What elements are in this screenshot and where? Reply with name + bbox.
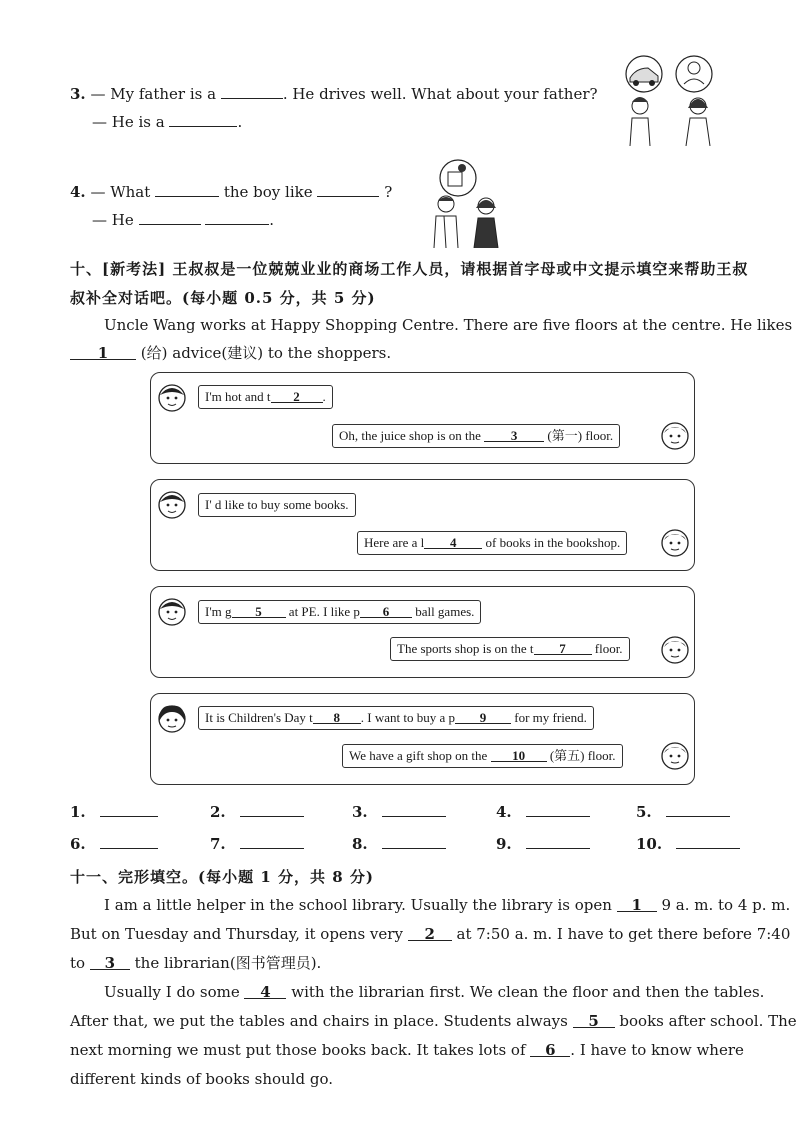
q4-blank-4[interactable]	[205, 208, 269, 225]
q4-illustration	[424, 158, 510, 248]
boy-avatar-icon	[157, 597, 187, 627]
q3-number: 3.	[70, 85, 86, 103]
q4-line1: 4. — What the boy like ?	[70, 180, 392, 202]
answer-5[interactable]: 5.	[636, 802, 730, 821]
dialog-3-blank-7[interactable]: 7	[534, 638, 592, 655]
cloze-p1-line2: But on Tuesday and Thursday, it opens very 2 at 7:50 a. m. I have to get there before 7:40	[70, 925, 791, 943]
boy-avatar-icon	[157, 383, 187, 413]
answer-10[interactable]: 10.	[636, 834, 740, 853]
dialog-3-blank-6[interactable]: 6	[360, 601, 412, 618]
dialog-2-right-bubble: Here are a l 4 of books in the bookshop.	[357, 531, 627, 555]
cloze-blank-3[interactable]: 3	[90, 953, 130, 970]
dialog-1-blank-3[interactable]: 3	[484, 425, 544, 442]
answer-6[interactable]: 6.	[70, 834, 158, 853]
dialog-2-left-bubble: I' d like to buy some books.	[198, 493, 356, 517]
dialog-3-blank-5[interactable]: 5	[232, 601, 286, 618]
cloze-p1-line3: to 3 the librarian(图书管理员).	[70, 954, 322, 972]
answer-9[interactable]: 9.	[496, 834, 590, 853]
uncle-wang-avatar-icon	[660, 421, 690, 451]
cloze-blank-2[interactable]: 2	[408, 924, 452, 941]
cloze-p2-line4: different kinds of books should go.	[70, 1070, 333, 1088]
q3-blank-2[interactable]	[169, 110, 237, 127]
section10-intro-line2: 1 (给) advice(建议) to the shoppers.	[70, 343, 391, 363]
q3-line1: 3. — My father is a . He drives well. What about your father?	[70, 82, 598, 104]
answer-2[interactable]: 2.	[210, 802, 304, 821]
section10-intro-blank[interactable]: 1	[70, 343, 136, 360]
answer-8[interactable]: 8.	[352, 834, 446, 853]
answer-3[interactable]: 3.	[352, 802, 446, 821]
cloze-p1-line1: I am a little helper in the school library. Usually the library is open 1 9 a. m. to 4 p. m.	[104, 896, 791, 914]
dialog-4-blank-10[interactable]: 10	[491, 745, 547, 762]
q4-blank-3[interactable]	[139, 208, 201, 225]
dialog-1-right-bubble: Oh, the juice shop is on the 3 (第一) floor.	[332, 424, 620, 448]
section10-title-line2: 叔补全对话吧。(每小题 0.5 分，共 5 分)	[70, 289, 376, 307]
q4-number: 4.	[70, 183, 86, 201]
dialog-3-right-bubble: The sports shop is on the t 7 floor.	[390, 637, 630, 661]
dialog-4-right-bubble: We have a gift shop on the 10 (第五) floor.	[342, 744, 623, 768]
cloze-blank-1[interactable]: 1	[617, 895, 657, 912]
q3-line2: — He is a .	[92, 110, 242, 132]
dialog-2-blank-4[interactable]: 4	[424, 532, 482, 549]
uncle-wang-avatar-icon	[660, 741, 690, 771]
cloze-p2-line1: Usually I do some 4 with the librarian first. We clean the floor and then the tables.	[104, 983, 765, 1001]
q4-blank-1[interactable]	[155, 180, 219, 197]
cloze-blank-6[interactable]: 6	[530, 1040, 570, 1057]
boy-avatar-icon	[157, 490, 187, 520]
dialog-1-left-bubble: I'm hot and t 2 .	[198, 385, 333, 409]
section10-title-line1: 十、[新考法] 王叔叔是一位兢兢业业的商场工作人员，请根据首字母或中文提示填空来帮助王叔	[70, 260, 749, 278]
q3-blank-1[interactable]	[221, 82, 283, 99]
cloze-blank-4[interactable]: 4	[244, 982, 286, 999]
cloze-blank-5[interactable]: 5	[573, 1011, 615, 1028]
answer-7[interactable]: 7.	[210, 834, 304, 853]
uncle-wang-avatar-icon	[660, 635, 690, 665]
answer-1[interactable]: 1.	[70, 802, 158, 821]
dialog-3-left-bubble: I'm g 5 at PE. I like p 6 ball games.	[198, 600, 481, 624]
cloze-p2-line2: After that, we put the tables and chairs in place. Students always 5 books after school. The	[70, 1012, 797, 1030]
section10-intro-line1: Uncle Wang works at Happy Shopping Centre. There are five floors at the centre. He likes	[104, 316, 793, 334]
uncle-wang-avatar-icon	[660, 528, 690, 558]
girl-avatar-icon	[157, 704, 187, 734]
q4-line2: — He .	[92, 208, 274, 230]
dialog-1-blank-2[interactable]: 2	[271, 386, 323, 403]
q4-blank-2[interactable]	[317, 180, 379, 197]
dialog-4-blank-9[interactable]: 9	[455, 707, 511, 724]
answer-4[interactable]: 4.	[496, 802, 590, 821]
cloze-p2-line3: next morning we must put those books back. It takes lots of 6 . I have to know where	[70, 1041, 744, 1059]
q3-illustration	[618, 54, 730, 146]
dialog-4-left-bubble: It is Children's Day t 8 . I want to buy a p 9 for my friend.	[198, 706, 594, 730]
section11-title: 十一、完形填空。(每小题 1 分，共 8 分)	[70, 868, 374, 886]
dialog-4-blank-8[interactable]: 8	[313, 707, 361, 724]
